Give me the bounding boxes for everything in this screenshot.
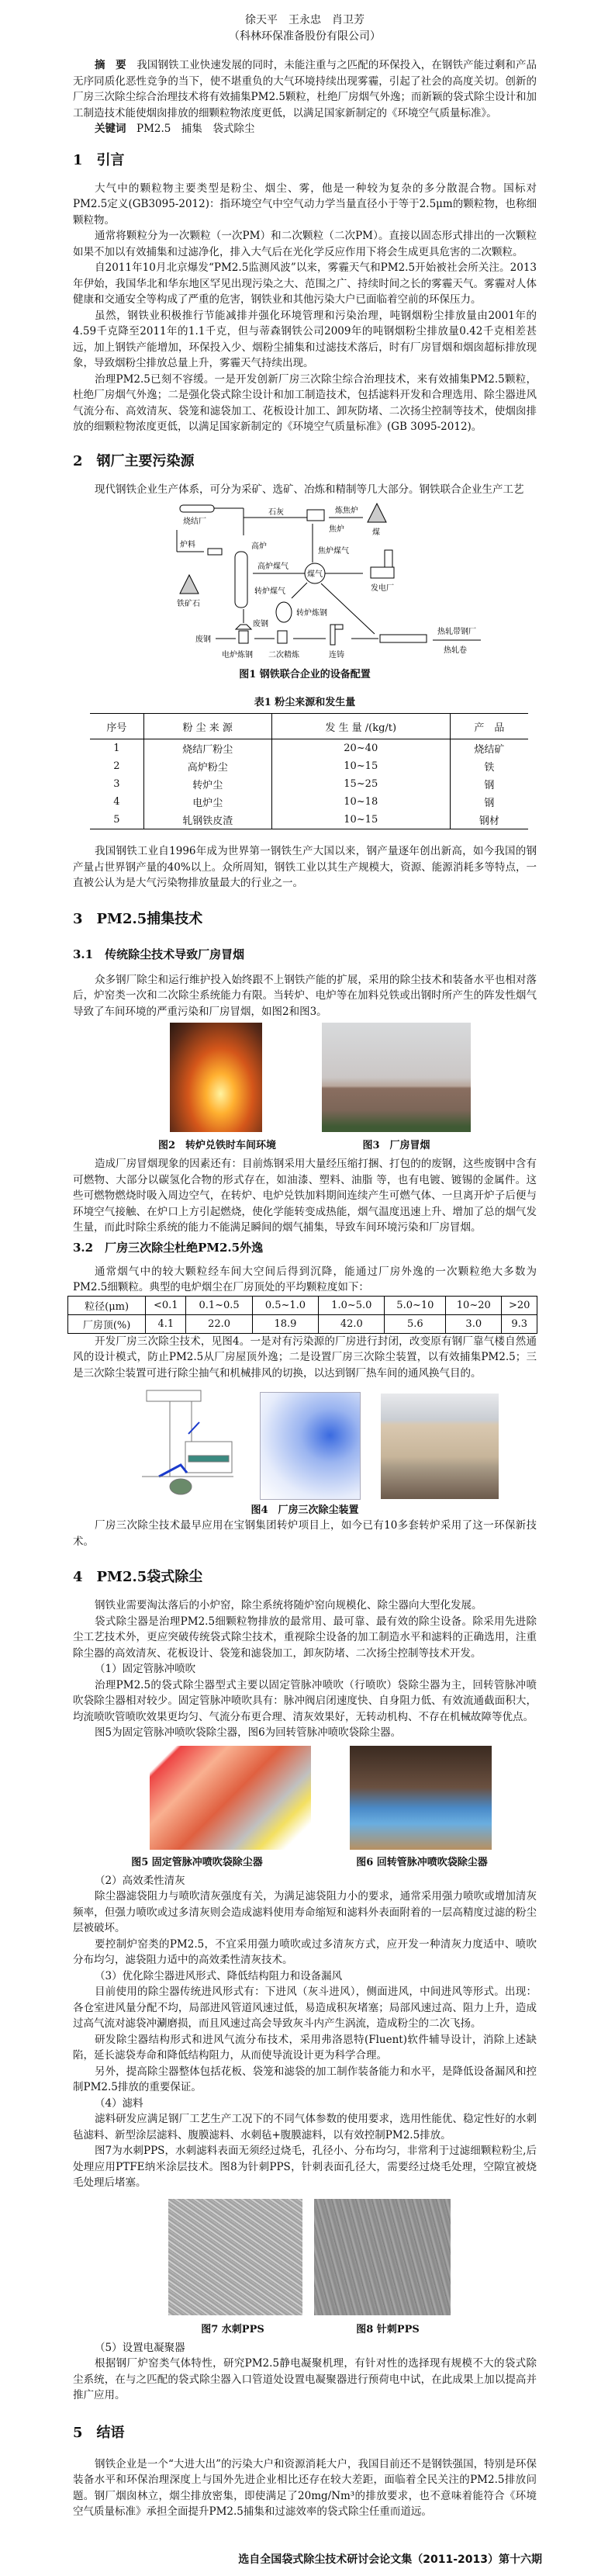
paragraph: 众多钢厂除尘和运行维护投入始终跟不上钢铁产能的扩展，采用的除尘技术和装备水平也相对落后，炉窑类一次和二次除尘系统能力有限。当转炉、电炉等在加料兑铁或出钢时所产生的阵发性烟气导致了车间环境的严重污染和厂房冒烟，如图2和图3。 bbox=[73, 973, 537, 1018]
cell: 0.5~1.0 bbox=[252, 1296, 318, 1314]
abstract-text: 我国钢铁工业快速发展的同时，未能注重与之匹配的环保投入，在钢铁产能过剩和产品无序同质化恶性竞争的当下，使不堪重负的大气环境持续出现雾霾，引起了社会的高度关切。创新的厂房三次除尘综合治理技术将有效捕集PM2.5颗粒，杜绝厂房烟气外逸；而新颖的袋式除尘设计和加工制造技术能使烟囱排放的细颗粒物浓度更低，以满足国家新制定的《环境空气质量标准》。 bbox=[73, 59, 537, 119]
figure-4-flow-simulation bbox=[260, 1392, 361, 1500]
paragraph: 图7为水刺PPS，水刺滤料表面无须经过烧毛，孔径小、分布均匀，非常利于过滤细颗粒粉尘,后处理应用PTFE纳米涂层技术。图8为针刺PPS，针刺表面孔径大，需要经过烧毛处理，空隙宜被烧毛处理后堵塞。 bbox=[73, 2145, 537, 2189]
cell: 3.0 bbox=[446, 1314, 502, 1333]
section-1 bbox=[73, 151, 537, 435]
cell: 1 bbox=[113, 743, 120, 754]
subsection-heading: 3.1 传统除尘技术导致厂房冒烟 bbox=[73, 947, 245, 961]
figure-8-caption: 图8 针刺PPS bbox=[356, 2323, 420, 2335]
figure-2-caption: 图2 转炉兑铁时车间环境 bbox=[157, 1140, 277, 1151]
table-header-row bbox=[90, 714, 528, 739]
arrow-icon bbox=[208, 549, 222, 555]
paragraph: 自2011年10月北京爆发“PM2.5监测风波”以来，雾霾天气和PM2.5开始被社会所关注。2013年伊始，我国华北和华东地区罕见出现污染之大、范围之广、持续时间之长的雾霾天气。雾霾对人体健康和交通安全等构成了严重的危害，钢铁业和其他污染大户已面临着空前的环保压力。 bbox=[73, 261, 537, 306]
label-refine: 二次精炼 bbox=[268, 651, 299, 660]
cell: 3 bbox=[113, 778, 120, 790]
paragraph: 厂房三次除尘技术最早应用在宝钢集团转炉项目上，如今已有10多套转炉采用了这一环保新技术。 bbox=[73, 1519, 537, 1548]
paragraph: 要控制炉窑类的PM2.5，不宜采用强力喷吹或过多清灰方式，应开发一种清灰力度适中、喷吹分布均匀，滤袋阻力适中的高效柔性清灰技术。 bbox=[73, 1937, 537, 1966]
section-4 bbox=[73, 1568, 537, 1741]
label-cc: 连铸 bbox=[329, 651, 344, 660]
label-gas: 煤气 bbox=[307, 570, 323, 579]
cell: 烧结矿 bbox=[450, 739, 528, 758]
label-coal: 煤 bbox=[372, 528, 380, 537]
cell: 轧钢铁皮渣 bbox=[143, 811, 271, 829]
ore-icon bbox=[180, 575, 199, 594]
label-bf: 高炉 bbox=[251, 542, 267, 551]
paragraph: 滤料研发应满足钢厂工艺生产工况下的不同气体参数的使用要求，选用性能优、稳定性好的水刺毡滤料、新型涂层滤料、腹膜滤料、水刺毡+腹膜滤料，以有效控制PM2.5排放。 bbox=[73, 2113, 537, 2141]
cell: 电炉尘 bbox=[143, 793, 271, 811]
section-heading: 3 PM2.5捕集技术 bbox=[73, 910, 203, 927]
cell: 钢 bbox=[450, 775, 528, 793]
row-label: 粒径(μm) bbox=[68, 1296, 146, 1314]
cell: 5.0~10 bbox=[385, 1296, 446, 1314]
figure-4-device-drawing bbox=[142, 1387, 233, 1500]
list-heading: （1）固定管脉冲喷吹 bbox=[95, 1663, 196, 1675]
paragraph: 现代钢铁企业生产体系，可分为采矿、选矿、冶炼和精制等几大部分。钢铁联合企业生产工艺 bbox=[95, 483, 524, 496]
table-row bbox=[68, 1314, 537, 1333]
paragraph: 袋式除尘器是治理PM2.5细颗粒物排放的最常用、最可靠、最有效的除尘设备。除采用先进除尘工艺技术外，更应突破传统袋式除尘技术，重视除尘设备的加工制造水平和滤料的正确选用，注重除尘器的高效清灰、花板设计、袋笼和滤袋加工，卸灰防堵、二次扬尘控制等技术开发。 bbox=[73, 1615, 537, 1660]
table-row bbox=[90, 757, 528, 775]
figure-7-8-row bbox=[73, 2199, 537, 2315]
figure-7-caption: 图7 水刺PPS bbox=[201, 2323, 264, 2335]
paragraph: 图5为固定管脉冲喷吹袋除尘器，图6为回转管脉冲喷吹袋除尘器。 bbox=[95, 1726, 402, 1739]
label-hsm: 热轧带钢厂 bbox=[437, 628, 476, 636]
cell: 5 bbox=[113, 814, 120, 826]
cell: 10~15 bbox=[271, 757, 450, 775]
label-coke-oven: 炼焦炉 bbox=[335, 507, 358, 515]
paragraph: 虽然，钢铁业积极推行节能减排并强化环境管理和污染治理，吨钢烟粉尘排放量由2001年的4.59千克降至2011年的1.1千克，但与蒂森钢铁公司2009年的吨钢烟粉尘排放量0.42千克相差甚远，加上钢铁产能增加，环保投入少、烟粉尘捕集和过滤技术落后，时有厂房冒烟和烟囱超标排放现象，导致烟粉尘排放总量上升，雾霾天气持续出现。 bbox=[73, 309, 537, 369]
section-2 bbox=[73, 452, 537, 498]
cell: <0.1 bbox=[146, 1296, 186, 1314]
table-1-caption: 表1 粉尘来源和发生量 bbox=[254, 697, 356, 708]
list-heading: （4）滤料 bbox=[95, 2096, 143, 2110]
paragraph: 开发厂房三次除尘技术，见图4。一是对有污染源的厂房进行封闭，改变原有钢厂靠气楼自然通风的设计模式，防止PM2.5从厂房屋顶外逸；二是设置厂房三次除尘装置，以有效捕集PM2.5；三是三次除尘装置可进行除尘抽气和机械排风的切换，以达到钢厂热车间的通风换气目的。 bbox=[73, 1335, 537, 1380]
figure-3-caption: 图3 厂房冒烟 bbox=[362, 1140, 430, 1151]
section-3 bbox=[73, 910, 537, 1020]
cell: 10~15 bbox=[271, 811, 450, 829]
figure-4-row bbox=[73, 1387, 537, 1501]
section-5 bbox=[73, 2424, 537, 2520]
figure-4-caption: 图4 厂房三次除尘装置 bbox=[250, 1504, 359, 1516]
document-body bbox=[73, 12, 537, 2520]
paragraph: 钢铁业需要淘汰落后的小炉窑，除尘系统将随炉窑向规模化、除尘器向大型化发展。 bbox=[95, 1599, 482, 1612]
label-coil: 热轧卷 bbox=[444, 646, 467, 655]
cell: 转炉尘 bbox=[143, 775, 271, 793]
figure-8-needled-pps-photo bbox=[314, 2199, 451, 2315]
section-3-2-text bbox=[73, 1334, 537, 1382]
figure-5-6-row bbox=[73, 1746, 537, 1851]
cell: 0.1~0.5 bbox=[186, 1296, 252, 1314]
label-ore: 铁矿石 bbox=[177, 600, 200, 608]
label-power: 发电厂 bbox=[371, 584, 394, 593]
paragraph: 根据钢厂炉窑类气体特性，研究PM2.5静电凝聚机理，有针对性的选择现有规模不大的袋式除尘系统，在与之匹配的袋式除尘器入口管道处设置电凝聚器进行预荷电中试，在此成果上加以提高并推广应用。 bbox=[73, 2357, 537, 2401]
cell: 18.9 bbox=[252, 1314, 318, 1333]
cell: 4 bbox=[113, 796, 120, 808]
figure-5-baghouse-drawing bbox=[150, 1746, 311, 1850]
paragraph: 治理PM2.5已刻不容缓。一是开发创新厂房三次除尘综合治理技术，来有效捕集PM2.5颗粒，杜绝厂房烟气外逸；二是强化袋式除尘设计和加工制造技术，包括滤料开发和合理选用、除尘器进风气流分布、高效清灰、袋笼和滤袋加工、花板设计加工、卸灰防堵、二次扬尘控制等技术，使烟囱排放的细颗粒物浓度更低，以满足国家新制定的《环境空气质量标准》(GB 3095-2012)。 bbox=[73, 372, 537, 433]
coke-oven-icon bbox=[307, 510, 324, 521]
cell: 10~20 bbox=[446, 1296, 502, 1314]
section-3-1-text bbox=[73, 1156, 537, 1296]
cell: 42.0 bbox=[319, 1314, 385, 1333]
figure-7-spunlace-pps-photo bbox=[168, 2199, 302, 2315]
figure-1-process-diagram bbox=[177, 500, 495, 665]
label-sinter: 烧结厂 bbox=[183, 518, 206, 526]
cell: 高炉粉尘 bbox=[143, 757, 271, 775]
table-row bbox=[90, 811, 528, 829]
figure-2-3-row bbox=[73, 1023, 537, 1134]
figure-6-caption: 图6 回转管脉冲喷吹袋除尘器 bbox=[356, 1856, 488, 1868]
section-heading: 5 结语 bbox=[73, 2424, 125, 2441]
list-heading: （2）高效柔性清灰 bbox=[95, 1874, 185, 1887]
cell: 烧结厂粉尘 bbox=[143, 739, 271, 758]
label-lime: 石灰 bbox=[268, 508, 284, 517]
figure-2-3-captions bbox=[73, 1139, 537, 1156]
paragraph: 目前使用的除尘器传统进风形式有：下进风（灰斗进风），侧面进风，中间进风等形式。出现：各仓室进风量分配不均，局部进风管道风速过低，易造成积灰堵塞；局部风速过高、阻力上升，造成过高气流对滤袋冲涮磨损，而且风速过高会导致灰斗内产生涡流，造成粉尘的二次飞扬。 bbox=[73, 1986, 537, 2030]
label-scrap: 废钢 bbox=[195, 635, 211, 644]
label-bof: 转炉炼钢 bbox=[296, 609, 327, 618]
table-1 bbox=[90, 713, 528, 829]
paragraph: 大气中的颗粒物主要类型是粉尘、烟尘、雾，他是一种较为复杂的多分散混合物。国标对PM2.5定义(GB3095-2012)：指环境空气中空气动力学当量直径小于等于2.5μm的颗粒物，也称细颗粒物。 bbox=[73, 182, 537, 227]
section-heading: 2 钢厂主要污染源 bbox=[73, 452, 195, 469]
blast-furnace-icon bbox=[235, 552, 247, 608]
figure-7-8-captions bbox=[73, 2323, 537, 2340]
particle-size-table bbox=[67, 1296, 537, 1334]
list-heading: （3）优化除尘器进风形式、降低结构阻力和设备漏风 bbox=[95, 1969, 343, 1982]
row-label: 厂房顶(%) bbox=[68, 1314, 146, 1333]
figure-4-roof-photo bbox=[381, 1394, 499, 1499]
paragraph: 除尘器滤袋阻力与喷吹清灰强度有关，为满足滤袋阻力小的要求，通常采用强力喷吹或增加清灰频率，但强力喷吹或过多清灰则会造成滤料使用寿命缩短和滤料外表面附着的一层高精度过滤的粉尘层被破坏。 bbox=[73, 1890, 537, 1934]
figure-5-6-captions bbox=[73, 1856, 537, 1873]
paragraph: 通常烟气中的较大颗粒经车间大空间后得到沉降，能通过厂房外逸的一次颗粒绝大多数为PM2.5细颗粒。典型的电炉烟尘在厂房顶处的平均颗粒度如下： bbox=[73, 1265, 537, 1293]
figure-1-caption: 图1 钢铁联合企业的设备配置 bbox=[239, 669, 371, 680]
paragraph: 钢铁企业是一个“大进大出”的污染大户和资源消耗大户，我国目前还不是钢铁强国，特别是环保装备水平和环保治理深度上与国外先进企业相比还存在较大差距，面临着全民关注的PM2.5排放问题。钢厂烟囱林立，烟尘排放密集，即使满足了20mg/Nm³的排放要求，也不意味着能符合《环境空气质量标准》承担全面提升PM2.5捕集和过滤效率的袋式除尘任重而道远。 bbox=[73, 2457, 537, 2518]
coal-icon bbox=[368, 504, 386, 522]
paragraph: 造成厂房冒烟现象的因素还有：目前炼钢采用大量经压缩打捆、打包的的废钢，这些废钢中含有可燃物、大部分以碳氢化合物的形式存在，如油漆、塑料、油脂 等，也有电镀、镀锡的金属件。这些可燃物燃烧时吸入周边空气，在转炉、电炉兑铁加料期间连续产生可燃气体、一旦离开炉子后便与环境空气接触、在炉口上方引起燃烧，使化学能转变成热能，烟气温度迅速上升、增加了总的烟气发生量，而此时除尘系统的能力不能满足瞬间的烟气捕集，导致车间环境污染和厂房冒烟。 bbox=[73, 1158, 537, 1234]
section-4-text-3 bbox=[73, 2340, 537, 2404]
affiliation: （科林环保准备股份有限公司） bbox=[229, 30, 381, 43]
list-heading: （5）设置电凝聚器 bbox=[95, 2341, 185, 2354]
table-row bbox=[90, 775, 528, 793]
paragraph: 治理PM2.5的袋式除尘器型式主要以固定管脉冲喷吹（行喷吹）袋除尘器为主，回转管脉冲喷吹袋除尘器相对较少。固定管脉冲喷吹具有：脉冲阀启闭速度快、自身阻力低、有效流通截面积大，均流喷吹管喷吹效果更均匀、气流分布更合理、清灰效果好，无转动机构、不存在机械故障等优点。 bbox=[73, 1678, 537, 1723]
column-header: 粉 尘 来 源 bbox=[143, 714, 271, 739]
column-header: 发 生 量 /(kg/t) bbox=[271, 714, 450, 739]
sinter-plant-icon bbox=[180, 505, 214, 512]
power-plant-icon bbox=[371, 567, 394, 578]
cell: 10~18 bbox=[271, 793, 450, 811]
cell: 4.1 bbox=[146, 1314, 186, 1333]
cell: 钢 bbox=[450, 793, 528, 811]
table-row bbox=[90, 739, 528, 758]
label-coke: 焦炉 bbox=[329, 525, 344, 534]
label-bf-gas: 高炉煤气 bbox=[257, 563, 288, 571]
keywords-label: 关键词 bbox=[95, 123, 126, 135]
column-header: 序号 bbox=[90, 714, 143, 739]
paragraph: 通常将颗粒分为一次颗粒（一次PM）和二次颗粒（二次PM）。直接以固态形式排出的一次颗粒如果不加以有效捕集和过滤净化，排入大气后在光化学反应作用下将会生成更具危害的二次颗粒。 bbox=[73, 230, 537, 258]
section-heading: 4 PM2.5袋式除尘 bbox=[73, 1569, 203, 1585]
label-scrap: 废钢 bbox=[253, 620, 268, 628]
keywords: PM2.5 捕集 袋式除尘 bbox=[136, 123, 255, 135]
label-coke-gas: 焦炉煤气 bbox=[318, 547, 349, 556]
table-row bbox=[68, 1296, 537, 1314]
figure-3-smoke-photo bbox=[322, 1023, 471, 1132]
table-row bbox=[90, 793, 528, 811]
paragraph: 研发除尘器结构形式和进风气流分布技术，采用弗洛恩特(Fluent)软件辅导设计，消除上述缺陷，延长滤袋寿命和降低结构阻力，从而使导流设计更为科学合理。 bbox=[73, 2033, 537, 2062]
abstract-label: 摘 要 bbox=[95, 59, 126, 71]
authors: 徐天平 王永忠 肖卫芳 bbox=[245, 14, 365, 26]
abstract bbox=[73, 57, 537, 137]
cell: 20~40 bbox=[271, 739, 450, 758]
cell: >20 bbox=[502, 1296, 537, 1314]
cell: 9.3 bbox=[502, 1314, 537, 1333]
eaf-icon bbox=[276, 602, 292, 622]
cell: 铁 bbox=[450, 757, 528, 775]
cell: 钢材 bbox=[450, 811, 528, 829]
label-bof-gas: 转炉煤气 bbox=[254, 587, 285, 596]
cell: 1.0~5.0 bbox=[319, 1296, 385, 1314]
source-footer: 选自全国袋式除尘技术研讨会论文集（2011-2013）第十六期 bbox=[238, 2553, 542, 2566]
figure-2-furnace-photo bbox=[170, 1023, 262, 1132]
subsection-heading: 3.2 厂房三次除尘杜绝PM2.5外逸 bbox=[73, 1240, 264, 1255]
paragraph: 另外，提高除尘器整体包括花板、袋笼和滤袋的加工制作装备能力和水平，是降低设备漏风和控制PM2.5排放的重要保证。 bbox=[73, 2065, 537, 2093]
section-2-text bbox=[73, 843, 537, 892]
column-header: 产 品 bbox=[450, 714, 528, 739]
section-heading: 1 引言 bbox=[73, 151, 125, 168]
section-3-2-text-2 bbox=[73, 1518, 537, 1549]
label-charge: 炉料 bbox=[180, 541, 195, 549]
label-eaf: 电炉炼钢 bbox=[222, 651, 253, 660]
cell: 22.0 bbox=[186, 1314, 252, 1333]
section-4-text-2 bbox=[73, 1873, 537, 2191]
figure-5-caption: 图5 固定管脉冲喷吹袋除尘器 bbox=[131, 1856, 263, 1868]
cell: 2 bbox=[113, 760, 120, 772]
figure-6-rotary-photo bbox=[350, 1746, 492, 1850]
paragraph: 我国钢铁工业自1996年成为世界第一钢铁生产大国以来，钢产量逐年创出新高，如今我国的钢产量占世界钢产量的40%以上。众所周知，钢铁工业以其生产规模大，资源、能源消耗多等特点，一直被公认为是大气污染物排放量最大的行业之一。 bbox=[73, 845, 537, 889]
cell: 15~25 bbox=[271, 775, 450, 793]
cell: 5.6 bbox=[385, 1314, 446, 1333]
